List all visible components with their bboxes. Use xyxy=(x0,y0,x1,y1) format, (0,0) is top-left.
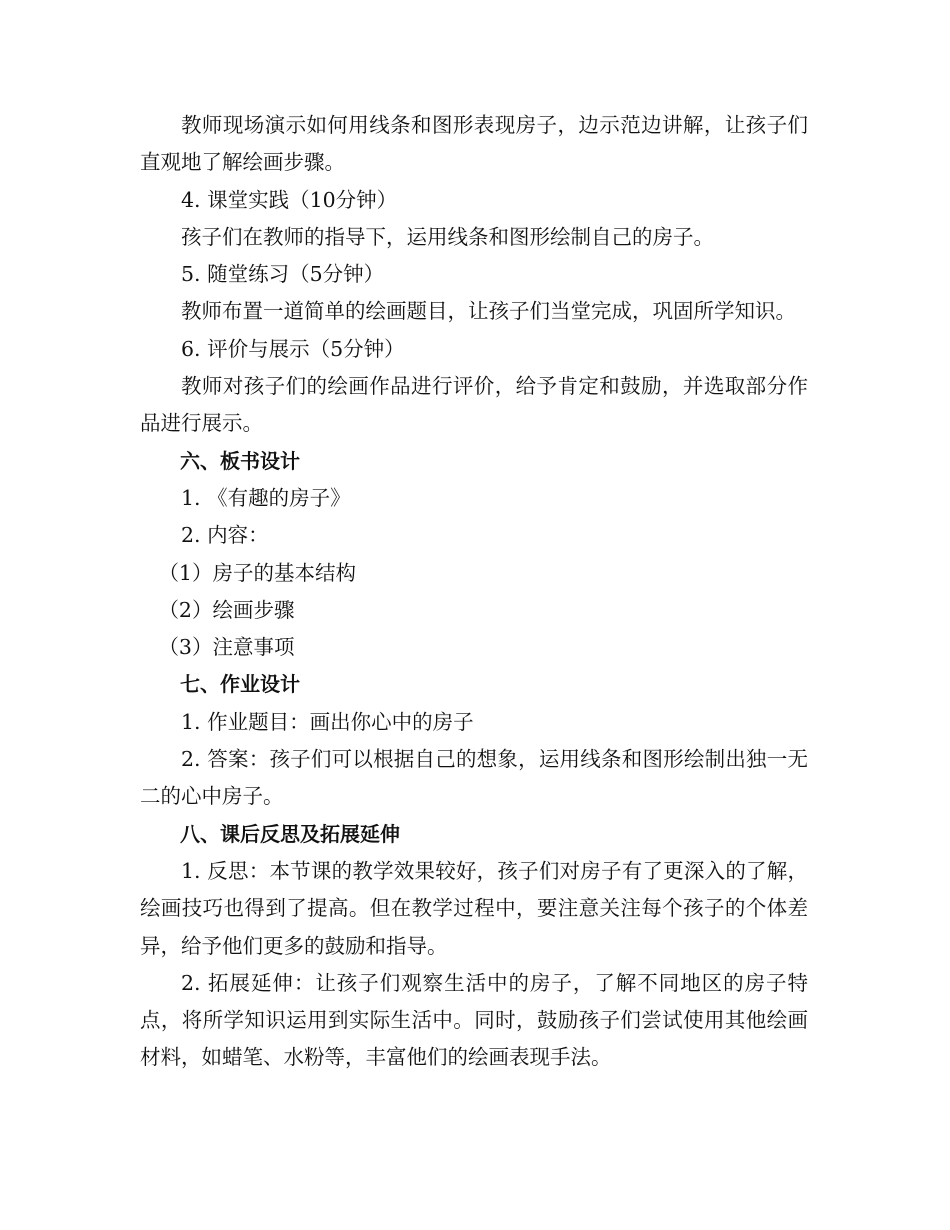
section-heading-homework: 七、作业设计 xyxy=(180,672,300,697)
section-heading-board-design: 六、板书设计 xyxy=(180,448,300,473)
board-subitem-notes: （3）注意事项 xyxy=(158,635,295,660)
document-body xyxy=(140,107,808,1077)
board-subitem-steps: （2）绘画步骤 xyxy=(158,597,295,622)
section-heading-reflection: 八、课后反思及拓展延伸 xyxy=(180,821,400,846)
board-item-title: 1. 《有趣的房子》 xyxy=(181,485,351,510)
reflection-paragraph: 1. 反思：本节课的教学效果较好，孩子们对房子有了更深入的了解，绘画技巧也得到了提高。但在教学过程中，要注意关注每个孩子的个体差异，给予他们更多的鼓励和指导。 xyxy=(140,858,808,958)
paragraph-practice: 孩子们在教师的指导下，运用线条和图形绘制自己的房子。 xyxy=(181,224,714,249)
board-subitem-structure: （1）房子的基本结构 xyxy=(158,560,356,585)
homework-topic: 1. 作业题目：画出你心中的房子 xyxy=(181,709,474,734)
item-classroom-practice: 4. 课堂实践（10分钟） xyxy=(181,187,398,212)
paragraph-evaluation: 教师对孩子们的绘画作品进行评价，给予肯定和鼓励，并选取部分作品进行展示。 xyxy=(140,374,808,436)
board-item-content: 2. 内容： xyxy=(181,523,269,548)
item-evaluation: 6. 评价与展示（5分钟） xyxy=(181,336,405,361)
homework-answer: 2. 答案：孩子们可以根据自己的想象，运用线条和图形绘制出独一无二的心中房子。 xyxy=(140,747,808,809)
paragraph-demo: 教师现场演示如何用线条和图形表现房子，边示范边讲解，让孩子们直观地了解绘画步骤。 xyxy=(140,113,808,175)
extension-paragraph: 2. 拓展延伸：让孩子们观察生活中的房子，了解不同地区的房子特点，将所学知识运用到实际生活中。同时，鼓励孩子们尝试使用其他绘画材料，如蜡笔、水粉等，丰富他们的绘画表现手法。 xyxy=(140,970,808,1070)
paragraph-exercise: 教师布置一道简单的绘画题目，让孩子们当堂完成，巩固所学知识。 xyxy=(181,299,796,324)
item-in-class-exercise: 5. 随堂练习（5分钟） xyxy=(181,262,385,287)
